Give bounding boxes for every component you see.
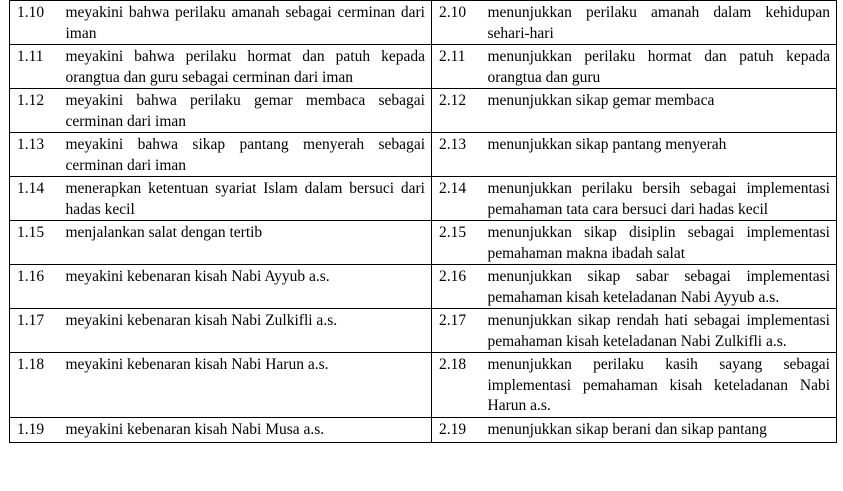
table-row [10,177,837,221]
kd1-text: meyakini bahwa perilaku hormat dan patuh kepada orangtua dan guru sebagai cerminan dari iman [56,45,432,89]
kd1-number: 1.13 [10,133,56,177]
kd2-text: menunjukkan perilaku amanah dalam kehidupan sehari-hari [478,1,837,45]
competency-table [9,0,837,443]
table-row [10,1,837,45]
kd2-text: menunjukkan sikap gemar membaca [478,89,837,133]
kd1-text: menerapkan ketentuan syariat Islam dalam bersuci dari hadas kecil [56,177,432,221]
kd2-text: menunjukkan sikap sabar sebagai implementasi pemahaman kisah keteladanan Nabi Ayyub a.s. [478,265,837,309]
table-row [10,221,837,265]
kd2-number: 2.14 [432,177,478,221]
kd1-number: 1.11 [10,45,56,89]
kd2-number: 2.18 [432,353,478,418]
kd2-text: menunjukkan sikap berani dan sikap pantang [478,417,837,442]
kd2-text: menunjukkan perilaku bersih sebagai implementasi pemahaman tata cara bersuci dari hadas kecil [478,177,837,221]
kd1-text: meyakini bahwa perilaku gemar membaca sebagai cerminan dari iman [56,89,432,133]
table-row [10,89,837,133]
kd1-number: 1.12 [10,89,56,133]
kd1-number: 1.14 [10,177,56,221]
kd2-text: menunjukkan sikap disiplin sebagai implementasi pemahaman makna ibadah salat [478,221,837,265]
table-row [10,309,837,353]
table-row [10,417,837,442]
kd1-text: meyakini bahwa sikap pantang menyerah sebagai cerminan dari iman [56,133,432,177]
kd2-number: 2.17 [432,309,478,353]
kd2-number: 2.10 [432,1,478,45]
kd2-text: menunjukkan perilaku kasih sayang sebagai implementasi pemahaman kisah keteladanan Nabi Harun a.s. [478,353,837,418]
kd2-text: menunjukkan sikap pantang menyerah [478,133,837,177]
table-row [10,133,837,177]
kd1-text: meyakini bahwa perilaku amanah sebagai cerminan dari iman [56,1,432,45]
kd2-number: 2.13 [432,133,478,177]
kd1-number: 1.10 [10,1,56,45]
kd2-number: 2.11 [432,45,478,89]
kd1-number: 1.15 [10,221,56,265]
table-row [10,45,837,89]
table-row [10,265,837,309]
kd2-number: 2.19 [432,417,478,442]
kd1-number: 1.16 [10,265,56,309]
kd1-number: 1.19 [10,417,56,442]
table-row [10,353,837,418]
kd2-number: 2.15 [432,221,478,265]
kd1-text: meyakini kebenaran kisah Nabi Zulkifli a.s. [56,309,432,353]
kd2-text: menunjukkan sikap rendah hati sebagai implementasi pemahaman kisah keteladanan Nabi Zulkifli a.s. [478,309,837,353]
kd1-number: 1.18 [10,353,56,418]
kd1-text: meyakini kebenaran kisah Nabi Harun a.s. [56,353,432,418]
kd1-text: menjalankan salat dengan tertib [56,221,432,265]
kd1-text: meyakini kebenaran kisah Nabi Musa a.s. [56,417,432,442]
kd2-text: menunjukkan perilaku hormat dan patuh kepada orangtua dan guru [478,45,837,89]
kd2-number: 2.16 [432,265,478,309]
kd1-text: meyakini kebenaran kisah Nabi Ayyub a.s. [56,265,432,309]
kd1-number: 1.17 [10,309,56,353]
kd2-number: 2.12 [432,89,478,133]
